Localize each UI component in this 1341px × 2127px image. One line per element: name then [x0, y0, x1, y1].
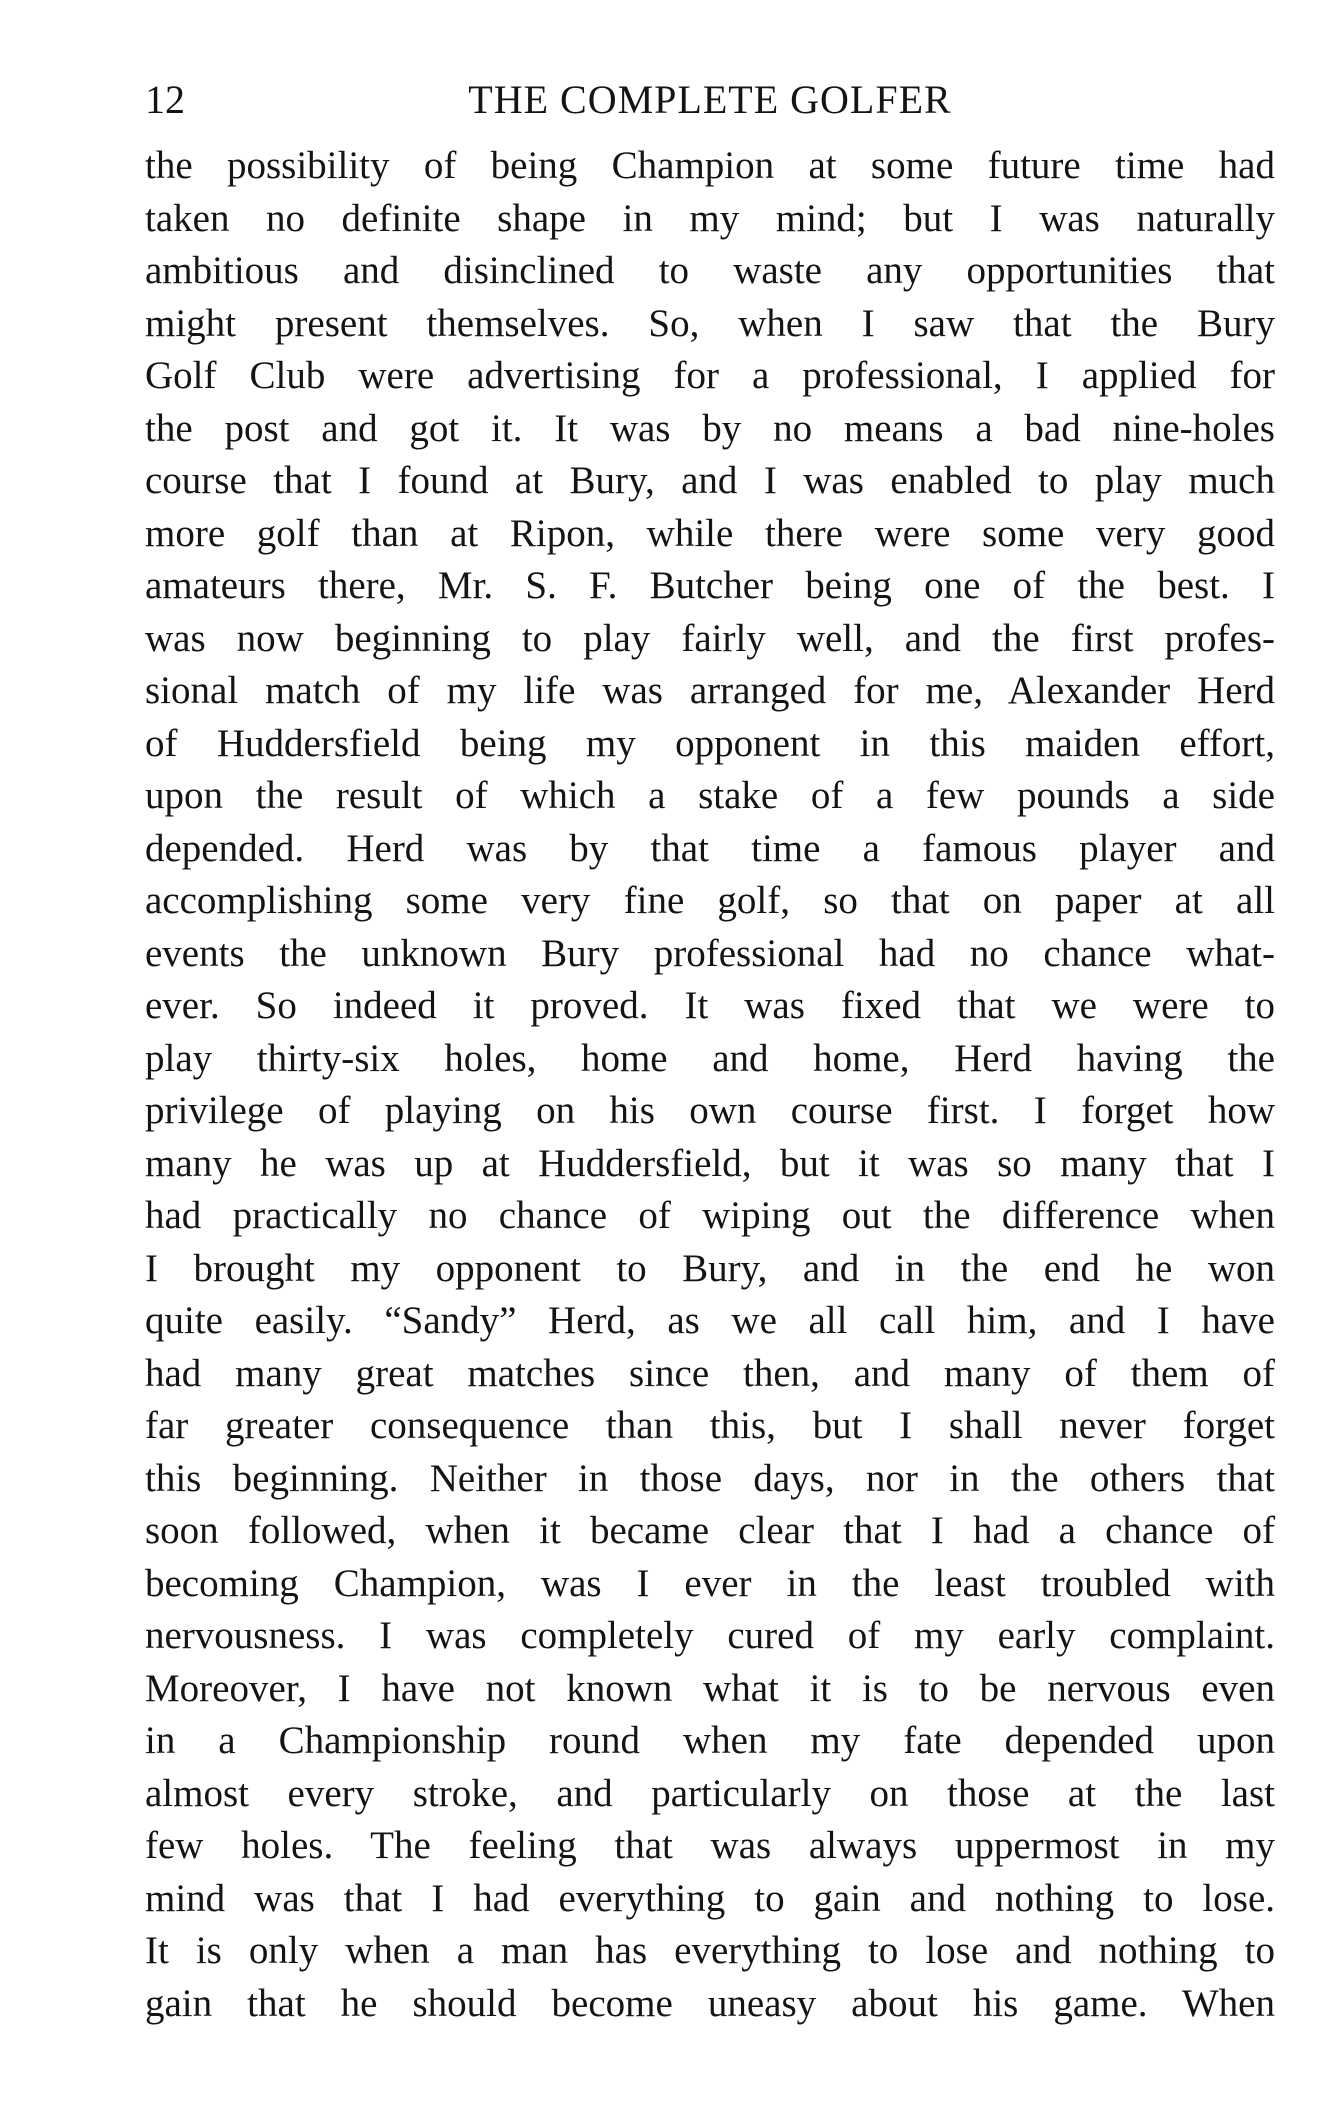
- text-line: few holes. The feeling that was always uppermost in my: [145, 1824, 1275, 1867]
- text-line: events the unknown Bury professional had no chance what-: [145, 931, 1275, 975]
- text-line: almost every stroke, and particularly on those at the last: [145, 1771, 1275, 1815]
- text-line: It is only when a man has everything to lose and nothing to: [145, 1929, 1275, 1972]
- text-line: sional match of my life was arranged for me, Alexander Herd: [145, 669, 1275, 712]
- text-line: the possibility of being Champion at some future time had: [145, 144, 1275, 187]
- text-line: course that I found at Bury, and I was enabled to play much: [145, 459, 1275, 502]
- text-line: privilege of playing on his own course first. I forget how: [145, 1089, 1275, 1132]
- text-line: far greater consequence than this, but I shall never forget: [145, 1404, 1275, 1447]
- text-line: taken no definite shape in my mind; but I was naturally: [145, 196, 1275, 240]
- text-line: depended. Herd was by that time a famous player and: [145, 826, 1275, 870]
- text-line: many he was up at Huddersfield, but it was so many that I: [145, 1141, 1275, 1185]
- text-line: in a Championship round when my fate depended upon: [145, 1719, 1275, 1762]
- text-line: gain that he should become uneasy about his game. When: [145, 1981, 1275, 2025]
- text-line: had many great matches since then, and many of them of: [145, 1351, 1275, 1395]
- text-line: was now beginning to play fairly well, and the first profes-: [145, 616, 1275, 660]
- text-line: amateurs there, Mr. S. F. Butcher being one of the best. I: [145, 564, 1275, 607]
- text-line: becoming Champion, was I ever in the least troubled with: [145, 1561, 1275, 1605]
- text-line: the post and got it. It was by no means a bad nine-holes: [145, 406, 1275, 450]
- running-head: [145, 70, 1275, 130]
- text-line: this beginning. Neither in those days, nor in the others that: [145, 1456, 1275, 1500]
- text-line: quite easily. “Sandy” Herd, as we all call him, and I have: [145, 1299, 1275, 1342]
- running-title: THE COMPLETE GOLFER: [468, 77, 952, 122]
- text-line: ever. So indeed it proved. It was fixed that we were to: [145, 984, 1275, 1027]
- text-line: mind was that I had everything to gain and nothing to lose.: [145, 1876, 1275, 1920]
- text-line: had practically no chance of wiping out the difference when: [145, 1194, 1275, 1237]
- text-line: Golf Club were advertising for a professional, I applied for: [145, 354, 1275, 397]
- page-number: 12: [145, 77, 185, 122]
- text-line: I brought my opponent to Bury, and in the end he won: [145, 1246, 1275, 1290]
- text-line: upon the result of which a stake of a few pounds a side: [145, 774, 1275, 817]
- text-line: ambitious and disinclined to waste any opportunities that: [145, 249, 1275, 292]
- text-line: play thirty-six holes, home and home, Herd having the: [145, 1036, 1275, 1080]
- text-line: nervousness. I was completely cured of my early complaint.: [145, 1614, 1275, 1657]
- text-line: Moreover, I have not known what it is to be nervous even: [145, 1666, 1275, 1710]
- body-text: [145, 140, 1275, 2030]
- text-line: accomplishing some very fine golf, so that on paper at all: [145, 879, 1275, 922]
- text-line: of Huddersfield being my opponent in this maiden effort,: [145, 721, 1275, 765]
- text-line: might present themselves. So, when I saw that the Bury: [145, 301, 1275, 345]
- text-line: soon followed, when it became clear that I had a chance of: [145, 1509, 1275, 1552]
- text-line: more golf than at Ripon, while there were some very good: [145, 511, 1275, 555]
